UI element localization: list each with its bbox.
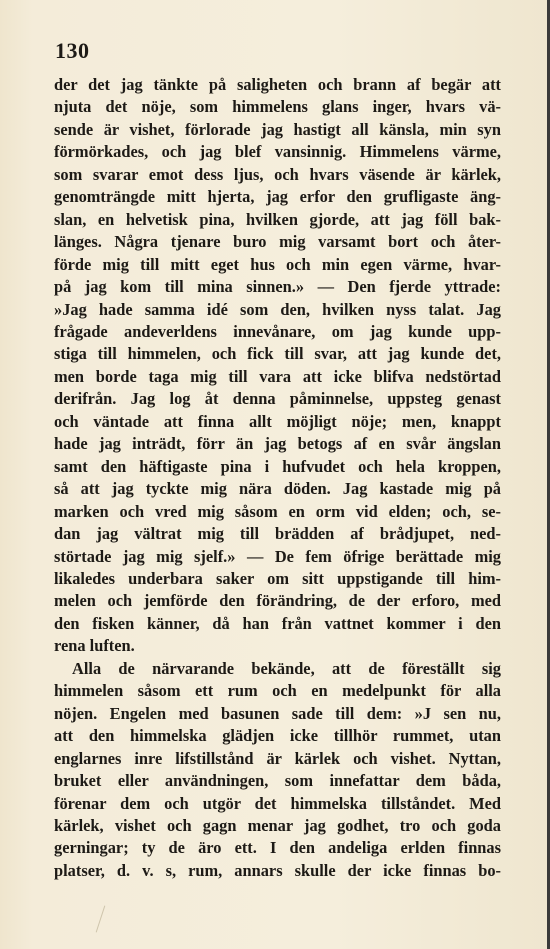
text-line: som svarar emot dess ljus, och hvars väsende är kärlek, — [54, 164, 501, 184]
text-line: kärlek, vishet och gagn menar jag godhet, tro och goda — [54, 815, 501, 835]
text-line: att den himmelska glädjen icke tillhör rummet, utan — [54, 726, 501, 746]
text-line: Alla de närvarande bekände, att de föreställt sig — [72, 658, 501, 678]
text-line: och väntade att finna allt möjligt nöje; men, knappt — [54, 411, 501, 431]
text-line: länges. Några tjenare buro mig varsamt bort och åter- — [54, 232, 501, 252]
text-line: sende är vishet, förlorade jag hastigt all känsla, min syn — [54, 119, 501, 139]
text-line: men borde taga mig till vara att icke blifva nedstörtad — [54, 366, 501, 386]
text-line: marken och vred mig såsom en orm vid elden; och, se- — [54, 501, 501, 521]
text-line: der det jag tänkte på saligheten och brann af begär att — [54, 75, 501, 94]
text-line: på jag kom till mina sinnen.» — Den fjerde yttrade: — [54, 277, 501, 297]
paper-mark — [96, 906, 106, 933]
text-line: förde mig till mitt eget hus och min egen värme, hvar- — [54, 254, 501, 274]
text-line: platser, d. v. s, rum, annars skulle der icke finnas bo- — [54, 860, 501, 880]
text-line: slan, en helvetisk pina, hvilken gjorde, att jag föll bak- — [54, 209, 501, 229]
text-line: bruket eller användningen, som innefattar dem båda, — [54, 771, 501, 791]
text-line: nöjen. Engelen med basunen sade till dem: »J sen nu, — [54, 703, 501, 723]
text-line: frågade andeverldens innevånare, om jag kunde upp- — [54, 321, 501, 341]
text-line: så att jag tyckte mig nära döden. Jag kastade mig på — [54, 479, 501, 499]
text-line: dan jag vältrat mig till brädden af brådjupet, ned- — [54, 524, 501, 544]
paragraph-2 — [54, 658, 501, 883]
text-line: stiga till himmelen, och fick till svar, att jag kunde det, — [54, 344, 501, 364]
text-line: njuta det nöje, som himmelens glans inger, hvars vä- — [54, 97, 501, 117]
text-line: genomträngde mitt hjerta, jag erfor den grufligaste äng- — [54, 187, 501, 207]
text-line: samt den häftigaste pina i hufvudet och hela kroppen, — [54, 456, 501, 476]
page-text — [54, 74, 501, 882]
text-line: förmörkades, och jag blef vansinnig. Himmelens värme, — [54, 142, 501, 162]
text-line: derifrån. Jag log åt denna påminnelse, uppsteg genast — [54, 389, 501, 409]
text-line: englarnes inre lifstillstånd är kärlek och vishet. Nyttan, — [54, 748, 501, 768]
text-line: himmelen såsom ett rum och en medelpunkt för alla — [54, 681, 501, 701]
text-line: hade jag inträdt, förr än jag betogs af en svår ängslan — [54, 434, 501, 454]
text-line: melen och jemförde den förändring, de der erforo, med — [54, 591, 501, 611]
text-line: förenar dem och utgör det himmelska tillståndet. Med — [54, 793, 501, 813]
paragraph-1 — [54, 74, 501, 658]
text-line: »Jag hade samma idé som den, hvilken nyss talat. Jag — [54, 299, 501, 319]
text-line: störtade jag mig sjelf.» — De fem öfrige berättade mig — [54, 546, 501, 566]
text-line: rena luften. — [54, 636, 135, 656]
text-line: gerningar; ty de äro ett. I den andeliga erlden finnas — [54, 838, 501, 858]
text-line: likaledes underbara saker om sitt uppstigande till him- — [54, 568, 501, 588]
text-line: den fisken känner, då han från vattnet kommer i den — [54, 613, 501, 633]
page-number: 130 — [55, 38, 90, 63]
